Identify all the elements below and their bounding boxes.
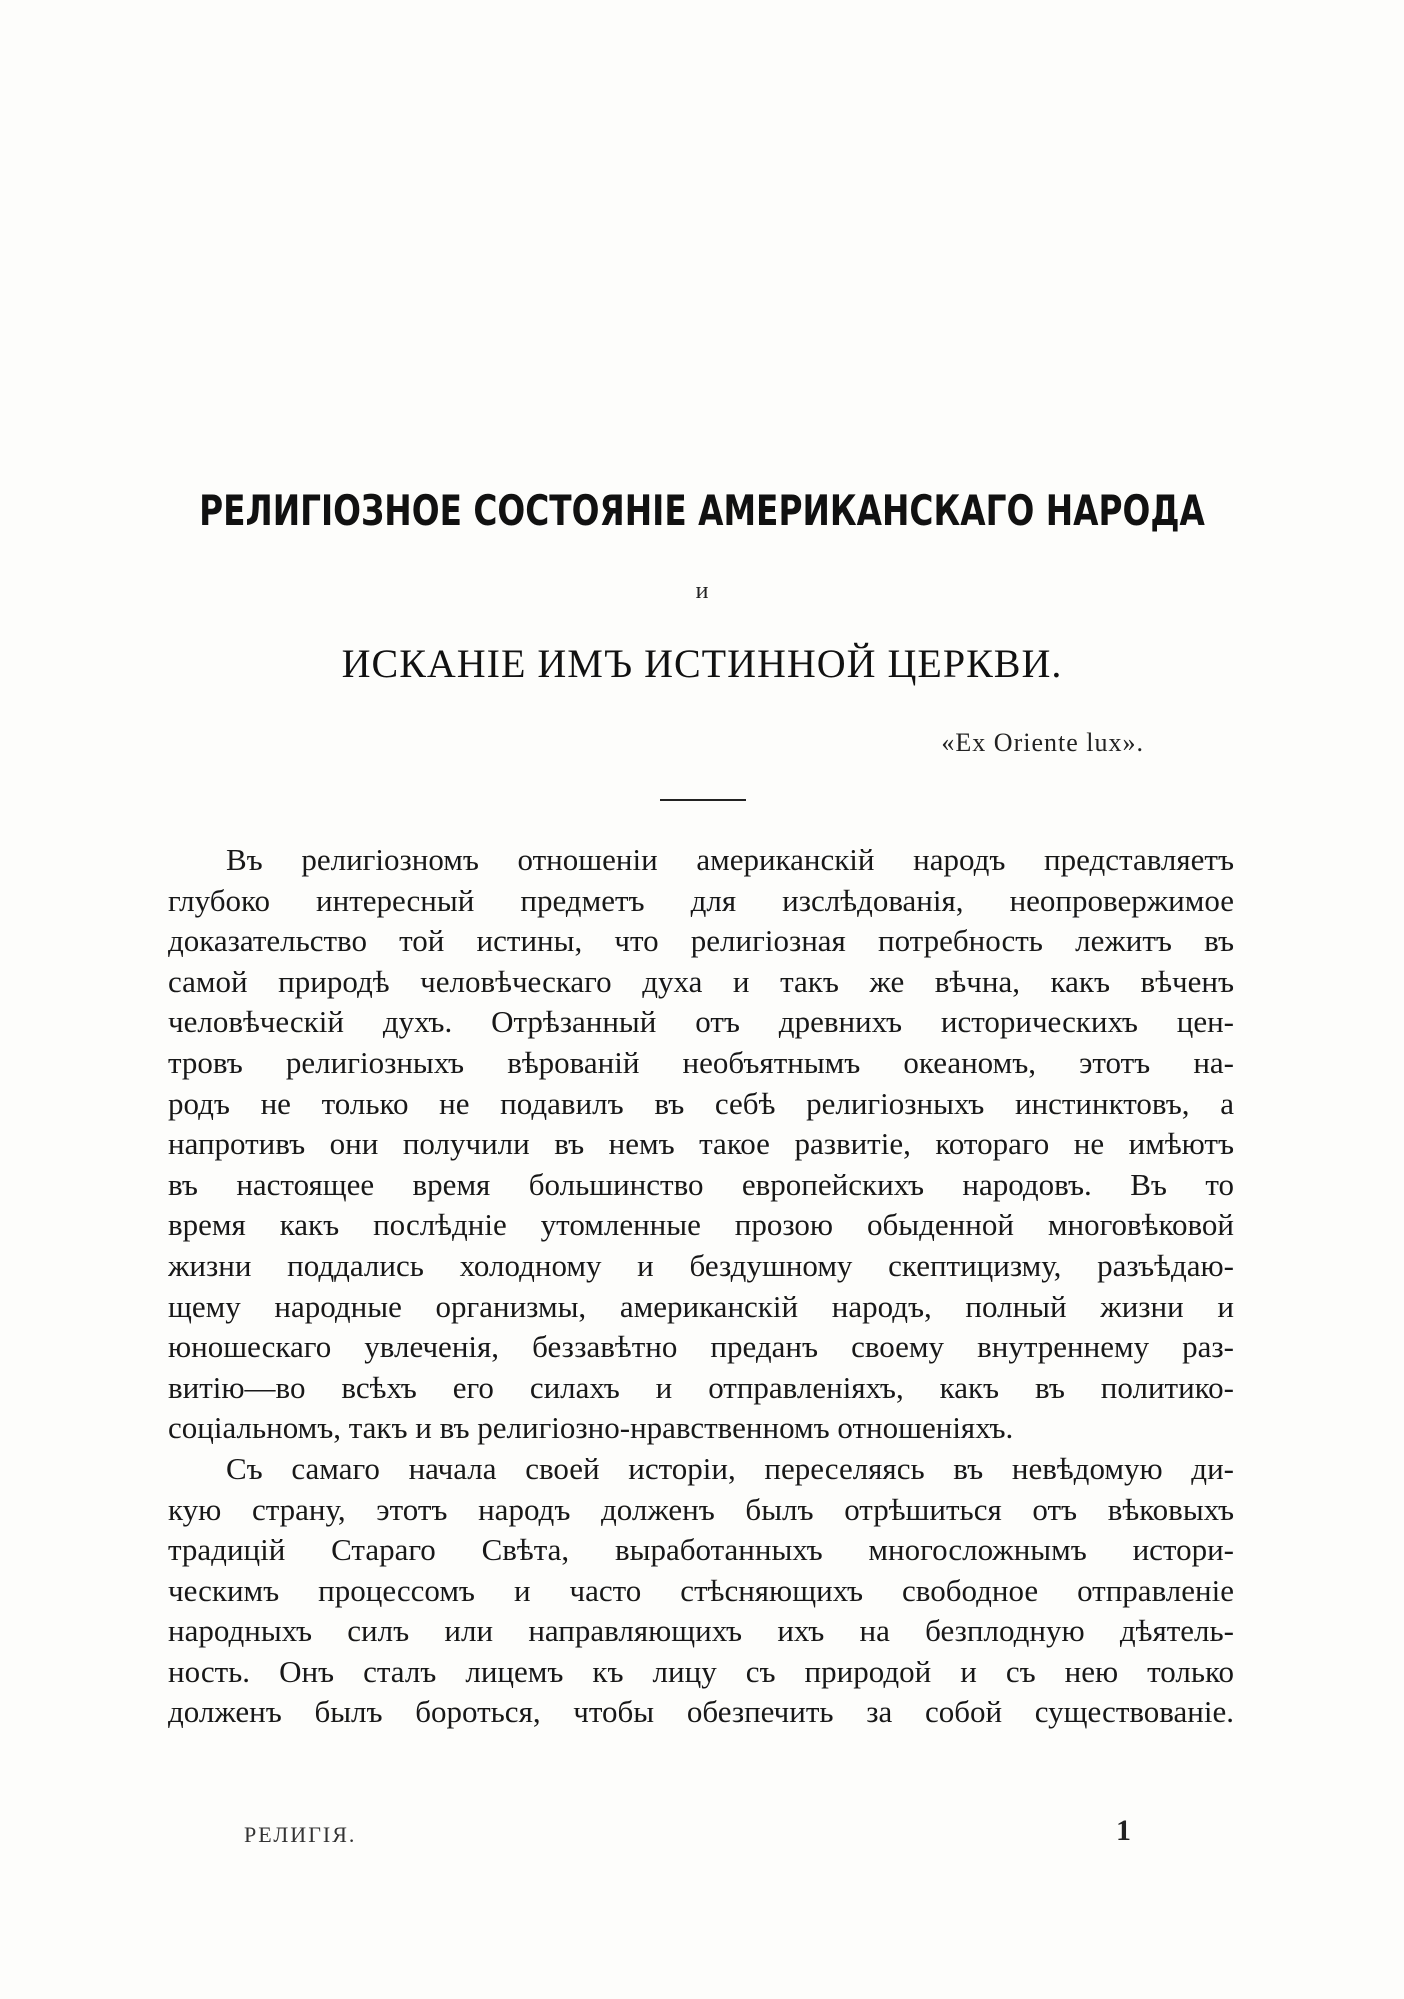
paragraph-1-line-11: жизни поддались холодному и бездушному скептицизму, разъѣдаю-	[168, 1247, 1234, 1283]
paragraph-1-line-10: время какъ послѣдніе утомленные прозою обыденной многовѣковой	[168, 1207, 1234, 1243]
paragraph-2-line-5: народныхъ силъ или направляющихъ ихъ на безплодную дѣятель-	[168, 1613, 1234, 1649]
footer-sheet-number: 1	[1116, 1814, 1131, 1847]
paragraph-1-line-3: доказательство той истины, что религіозная потребность лежитъ въ	[168, 923, 1234, 959]
paragraph-1-line-4: самой природѣ человѣческаго духа и такъ же вѣчна, какъ вѣченъ	[168, 963, 1234, 999]
paragraph-2-line-1: Съ самаго начала своей исторіи, переселяясь въ невѣдомую ди-	[226, 1450, 1234, 1486]
document-title: РЕЛИГІОЗНОЕ СОСТОЯНІЕ АМЕРИКАНСКАГО НАРОДА	[199, 486, 1205, 535]
title-conjunction: и	[695, 578, 709, 604]
paragraph-1-line-2: глубоко интересный предметъ для изслѣдованія, неопровержимое	[168, 882, 1234, 918]
paragraph-1-line-13: юношескаго увлеченія, беззавѣтно преданъ своему внутреннему раз-	[168, 1329, 1234, 1365]
paragraph-1-line-5: человѣческій духъ. Отрѣзанный отъ древнихъ историческихъ цен-	[168, 1004, 1234, 1040]
paragraph-2-line-2: кую страну, этотъ народъ долженъ былъ отрѣшиться отъ вѣковыхъ	[168, 1491, 1234, 1527]
paragraph-2-line-6: ность. Онъ сталъ лицемъ къ лицу съ природой и съ нею только	[168, 1653, 1234, 1689]
paragraph-1-line-8: напротивъ они получили въ немъ такое развитіе, котораго не имѣютъ	[168, 1126, 1234, 1162]
paragraph-1-line-9: въ настоящее время большинство европейскихъ народовъ. Въ то	[168, 1166, 1234, 1202]
paragraph-1-line-7: родъ не только не подавилъ въ себѣ религіозныхъ инстинктовъ, а	[168, 1085, 1234, 1121]
footer-signature-mark: РЕЛИГІЯ.	[244, 1822, 357, 1847]
epigraph: «Ex Oriente lux».	[941, 728, 1144, 757]
section-divider	[660, 799, 746, 801]
paragraph-1-line-15: соціальномъ, такъ и въ религіозно-нравственномъ отношеніяхъ.	[168, 1410, 1014, 1446]
body-text	[168, 840, 1234, 1733]
paragraph-1-line-6: тровъ религіозныхъ вѣрованій необъятнымъ океаномъ, этотъ на-	[168, 1044, 1234, 1080]
paragraph-2-line-7: долженъ былъ бороться, чтобы обезпечить за собой существованіе.	[168, 1694, 1234, 1730]
document-subtitle: ИСКАНІЕ ИМЪ ИСТИННОЙ ЦЕРКВИ.	[341, 641, 1063, 686]
paragraph-1-line-12: щему народные организмы, американскій народъ, полный жизни и	[168, 1288, 1234, 1324]
paragraph-1-line-1: Въ религіозномъ отношеніи американскій народъ представляетъ	[226, 842, 1234, 877]
paragraph-2-line-4: ческимъ процессомъ и часто стѣсняющихъ свободное отправленіе	[168, 1572, 1234, 1608]
paragraph-2-line-3: традицій Стараго Свѣта, выработанныхъ многосложнымъ истори-	[168, 1532, 1234, 1568]
paragraph-1-line-14: витію—во всѣхъ его силахъ и отправленіяхъ, какъ въ политико-	[168, 1369, 1234, 1405]
